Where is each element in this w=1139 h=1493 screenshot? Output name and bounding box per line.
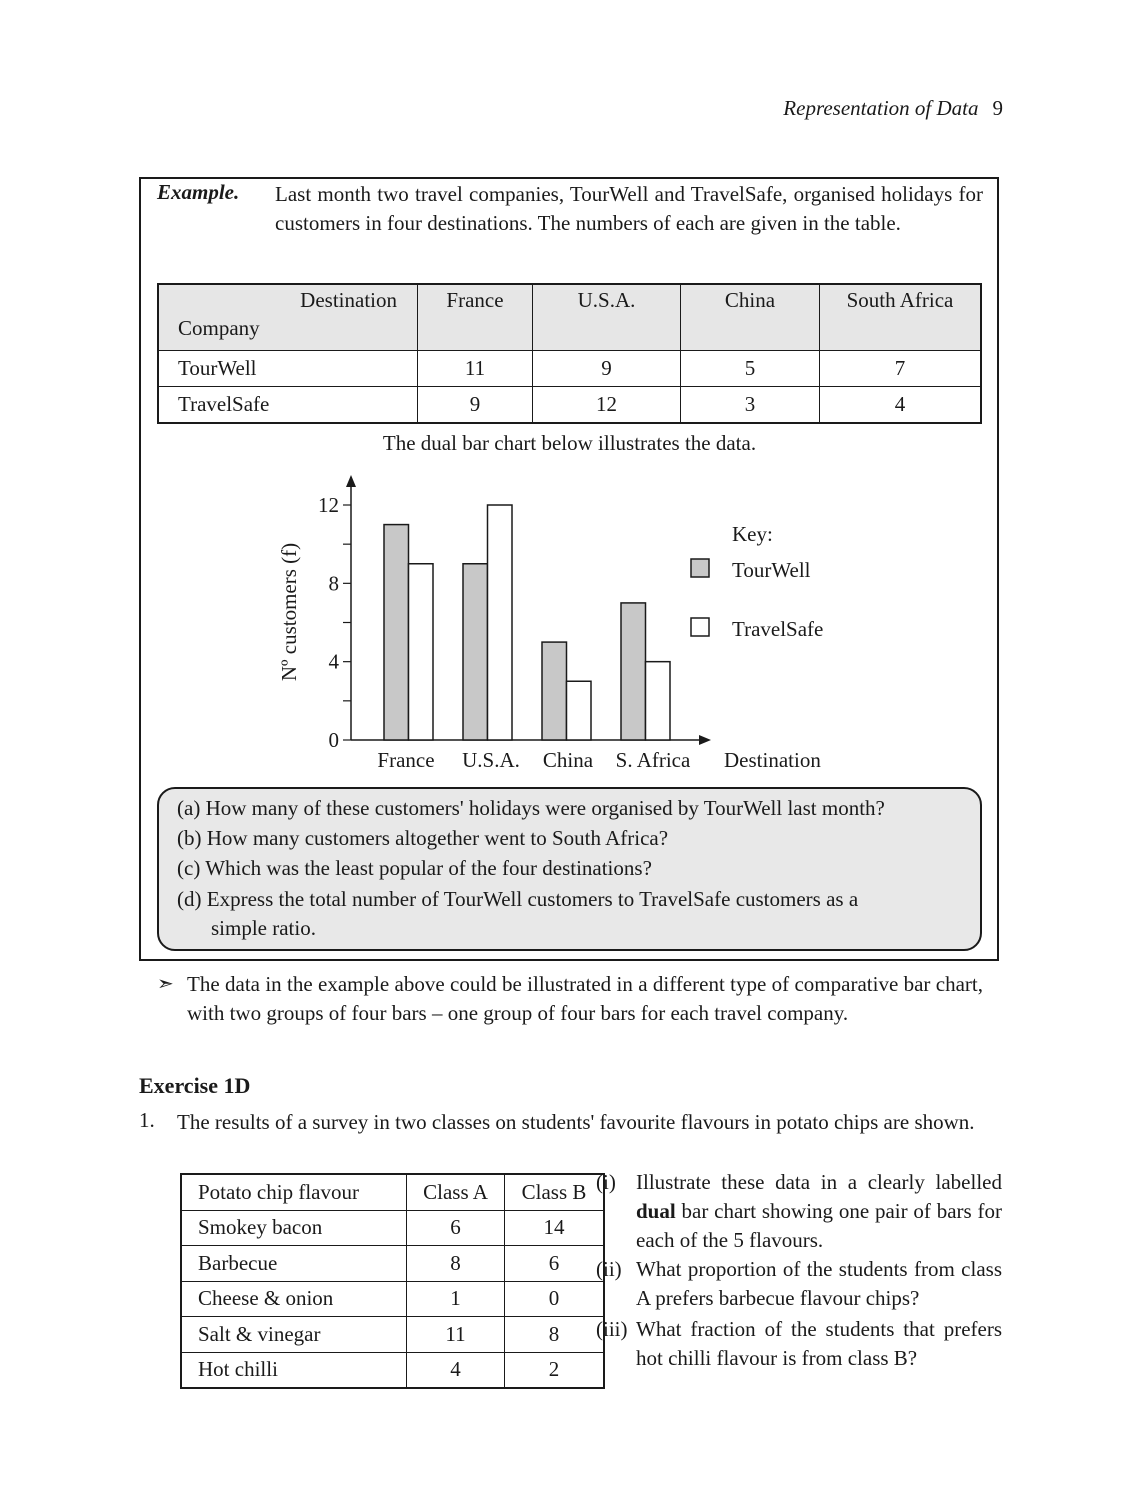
- bar-tourwell: [542, 642, 567, 740]
- row-company: TravelSafe: [158, 387, 418, 424]
- table-row: [181, 1210, 604, 1246]
- question-text: Which was the least popular of the four destinations?: [205, 856, 652, 880]
- corner-company-label: Company: [178, 316, 260, 340]
- question-text: Express the total number of TourWell customers to TravelSafe customers as a: [206, 887, 859, 911]
- question-text: The results of a survey in two classes on students' favourite flavours in potato chips are shown.: [177, 1110, 975, 1134]
- table-cell: 4: [820, 387, 982, 424]
- table-row: [181, 1246, 604, 1282]
- y-tick-label: 4: [328, 649, 339, 674]
- table-cell: 8: [407, 1246, 505, 1282]
- question-c: [177, 856, 652, 881]
- page-number: 9: [992, 96, 1003, 120]
- table-cell: 5: [681, 351, 820, 387]
- table-cell: 12: [533, 387, 681, 424]
- example-label: Example.: [157, 180, 240, 204]
- table-row: [181, 1317, 604, 1353]
- corner-destination-label: Destination: [300, 288, 397, 312]
- column-header: Potato chip flavour: [181, 1174, 407, 1210]
- y-tick-label: 12: [318, 493, 339, 517]
- bar-travelsafe: [488, 505, 513, 740]
- question-d: [177, 887, 858, 912]
- part-ii-text: What proportion of the students from class A prefers barbecue flavour chips?: [636, 1257, 1002, 1310]
- bar-travelsafe: [409, 564, 434, 740]
- exercise-title: Exercise 1D: [139, 1073, 251, 1098]
- x-axis-label: Destination: [724, 748, 821, 772]
- note-text: The data in the example above could be illustrated in a different type of comparative bar chart, with two groups of four bars – one group of four bars for each travel company.: [187, 972, 983, 1025]
- question-label: (b): [177, 826, 202, 850]
- x-tick-label: China: [542, 748, 594, 772]
- table-cell: 1: [407, 1281, 505, 1317]
- flavour-table: [180, 1173, 605, 1389]
- part-text-post: bar chart showing one pair of bars for each of the 5 flavours.: [636, 1199, 1002, 1252]
- flavour-cell: Barbecue: [181, 1246, 407, 1282]
- part-text-pre: Illustrate these data in a clearly labelled: [636, 1170, 1002, 1194]
- column-header: Class A: [407, 1174, 505, 1210]
- chart-caption: The dual bar chart below illustrates the data.: [382, 431, 757, 455]
- table-cell: 11: [407, 1317, 505, 1353]
- x-tick-label: S. Africa: [615, 748, 691, 772]
- table-cell: 6: [407, 1210, 505, 1246]
- legend-label: TourWell: [732, 558, 811, 582]
- column-header: U.S.A.: [533, 284, 681, 351]
- part-label: (i): [596, 1170, 616, 1194]
- question-a: [177, 796, 885, 821]
- table-cell: 7: [820, 351, 982, 387]
- x-tick-label: U.S.A.: [462, 748, 520, 772]
- question-d-continuation: simple ratio.: [211, 916, 316, 940]
- table-cell: 8: [505, 1317, 605, 1353]
- question-text: How many customers altogether went to South Africa?: [206, 826, 669, 850]
- flavour-cell: Cheese & onion: [181, 1281, 407, 1317]
- bar-travelsafe: [646, 662, 671, 740]
- question-text: How many of these customers' holidays were organised by TourWell last month?: [205, 796, 885, 820]
- table-cell: 14: [505, 1210, 605, 1246]
- question-label: (a): [177, 796, 201, 820]
- y-axis-arrow-icon: [346, 475, 356, 487]
- question-label: (c): [177, 856, 201, 880]
- part-text-bold: dual: [636, 1199, 676, 1223]
- row-company: TourWell: [158, 351, 418, 387]
- x-tick-label: France: [377, 748, 435, 772]
- table-cell: 11: [418, 351, 533, 387]
- column-header: Class B: [505, 1174, 605, 1210]
- legend-label: TravelSafe: [732, 617, 824, 641]
- bar-tourwell: [384, 525, 409, 740]
- table-cell: 0: [505, 1281, 605, 1317]
- part-iii-text: What fraction of the students that prefers hot chilli flavour is from class B?: [636, 1317, 1002, 1370]
- part-label: (ii): [596, 1257, 622, 1281]
- arrow-bullet-icon: ➣: [157, 973, 174, 995]
- running-head-title: Representation of Data: [783, 96, 979, 120]
- y-tick-label: 8: [328, 571, 339, 596]
- x-axis-arrow-icon: [699, 735, 711, 745]
- table-cell: 4: [407, 1352, 505, 1388]
- question-b: [177, 826, 668, 851]
- y-tick-label: 0: [328, 728, 339, 752]
- table-cell: 6: [505, 1246, 605, 1282]
- table-cell: 9: [533, 351, 681, 387]
- table-row: [181, 1352, 604, 1388]
- flavour-cell: Hot chilli: [181, 1352, 407, 1388]
- y-axis-label: Nº customers (f): [277, 542, 301, 682]
- bar-tourwell: [621, 603, 646, 740]
- column-header: China: [681, 284, 820, 351]
- part-label: (iii): [596, 1317, 628, 1341]
- part-i-text: [636, 1168, 1002, 1255]
- table-row: [181, 1281, 604, 1317]
- legend-swatch: [691, 618, 709, 636]
- legend-swatch: [691, 559, 709, 577]
- table-cell: 2: [505, 1352, 605, 1388]
- table-cell: 9: [418, 387, 533, 424]
- example-text: Last month two travel companies, TourWell and TravelSafe, organised holidays for customers in four destinations. The numbers of each are given in the table.: [275, 182, 983, 235]
- table-cell: 3: [681, 387, 820, 424]
- column-header: South Africa: [820, 284, 982, 351]
- legend-title: Key:: [732, 522, 773, 546]
- bar-travelsafe: [567, 681, 592, 740]
- bar-tourwell: [463, 564, 488, 740]
- flavour-cell: Salt & vinegar: [181, 1317, 407, 1353]
- column-header: France: [418, 284, 533, 351]
- question-label: (d): [177, 887, 202, 911]
- flavour-cell: Smokey bacon: [181, 1210, 407, 1246]
- question-number: 1.: [139, 1108, 155, 1132]
